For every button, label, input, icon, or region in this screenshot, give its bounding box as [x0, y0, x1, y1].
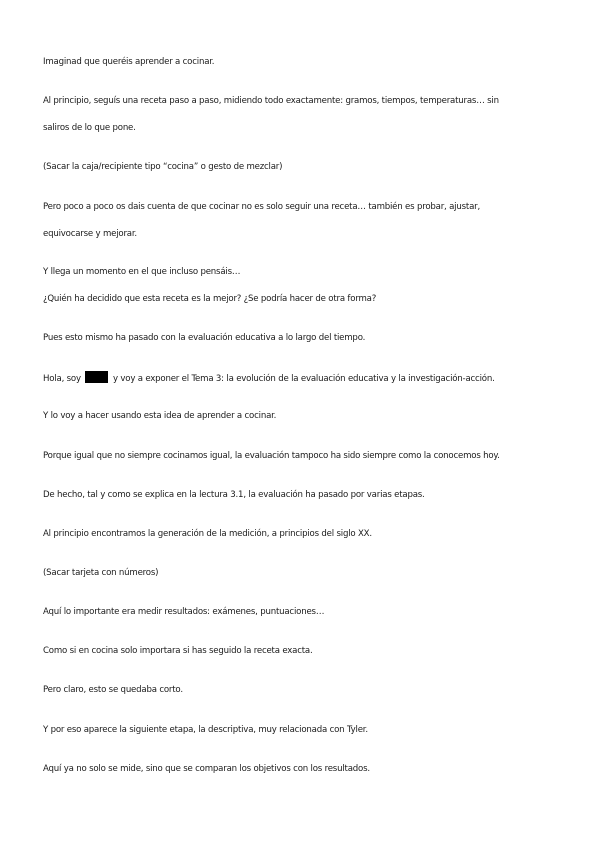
paragraph-line: Porque igual que no siempre cocinamos igual, la evaluación tampoco ha sido siempre como la conocemos hoy.: [43, 451, 500, 461]
paragraph-line: Imaginad que queréis aprender a cocinar.: [43, 57, 215, 67]
paragraph-line: (Sacar tarjeta con números): [43, 568, 159, 578]
paragraph-line: Aquí ya no solo se mide, sino que se comparan los objetivos con los resultados.: [43, 764, 370, 774]
paragraph-line: Pues esto mismo ha pasado con la evaluación educativa a lo largo del tiempo.: [43, 333, 366, 343]
paragraph-line: Como si en cocina solo importara si has seguido la receta exacta.: [43, 646, 313, 656]
paragraph-line: (Sacar la caja/recipiente tipo “cocina” o gesto de mezclar): [43, 162, 283, 172]
redacted-name-box: [85, 371, 108, 383]
paragraph-line: equivocarse y mejorar.: [43, 229, 137, 239]
intro-line: [43, 371, 495, 385]
intro-line-start: Hola, soy: [43, 374, 81, 384]
paragraph-line: ¿Quién ha decidido que esta receta es la mejor? ¿Se podría hacer de otra forma?: [43, 294, 377, 304]
intro-line-end: y voy a exponer el Tema 3: la evolución de la evaluación educativa y la investigación-acción.: [112, 374, 495, 384]
paragraph-line: Y lo voy a hacer usando esta idea de aprender a cocinar.: [43, 411, 277, 421]
paragraph-line: De hecho, tal y como se explica en la lectura 3.1, la evaluación ha pasado por varias etapas.: [43, 490, 425, 500]
paragraph-line: Pero claro, esto se quedaba corto.: [43, 685, 183, 695]
paragraph-line: Al principio, seguís una receta paso a paso, midiendo todo exactamente: gramos, tiempos, temperaturas… sin: [43, 96, 499, 106]
paragraph-line: Aquí lo importante era medir resultados: exámenes, puntuaciones…: [43, 607, 325, 617]
paragraph-line: Y por eso aparece la siguiente etapa, la descriptiva, muy relacionada con Tyler.: [43, 725, 368, 735]
paragraph-line: Al principio encontramos la generación de la medición, a principios del siglo XX.: [43, 529, 372, 539]
paragraph-line: Y llega un momento en el que incluso pensáis…: [43, 267, 241, 277]
paragraph-line: saliros de lo que pone.: [43, 123, 136, 133]
paragraph-line: Pero poco a poco os dais cuenta de que cocinar no es solo seguir una receta… también es probar, ajustar,: [43, 202, 480, 212]
